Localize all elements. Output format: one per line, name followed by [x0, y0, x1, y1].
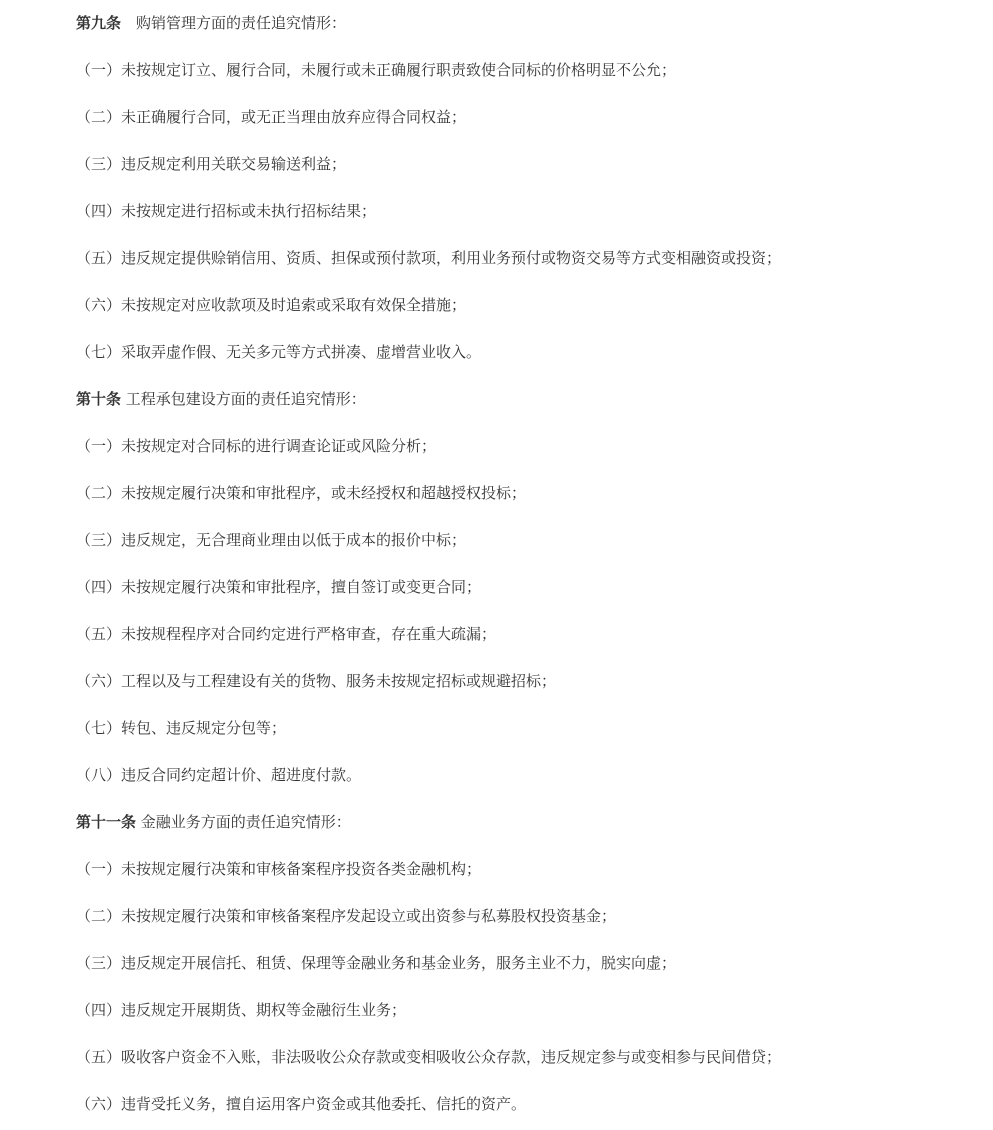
list-item: （三）违反规定开展信托、租赁、保理等金融业务和基金业务，服务主业不力，脱实向虚；: [76, 954, 677, 972]
list-item: （四）未按规定进行招标或未执行招标结果；: [76, 202, 377, 220]
article-title: 工程承包建设方面的责任追究情形：: [125, 390, 366, 408]
list-item: （六）未按规定对应收款项及时追索或采取有效保全措施；: [76, 296, 467, 314]
article-number: 第十一条: [76, 813, 137, 831]
list-item: （七）转包、违反规定分包等；: [76, 719, 287, 737]
article-title: 金融业务方面的责任追究情形：: [140, 813, 351, 831]
list-item: （五）违反规定提供赊销信用、资质、担保或预付款项，利用业务预付或物资交易等方式变相融资或投资；: [76, 249, 782, 267]
list-item: （八）违反合同约定超计价、超进度付款。: [76, 766, 362, 784]
list-item: （一）未按规定对合同标的进行调查论证或风险分析；: [76, 437, 437, 455]
list-item: （四）未按规定履行决策和审批程序，擅自签订或变更合同；: [76, 578, 482, 596]
article-number: 第十条: [76, 390, 122, 408]
list-item: （七）采取弄虚作假、无关多元等方式拼凑、虚增营业收入。: [76, 343, 482, 361]
list-item: （二）未正确履行合同，或无正当理由放弃应得合同权益；: [76, 108, 467, 126]
list-item: （四）违反规定开展期货、期权等金融衍生业务；: [76, 1001, 407, 1019]
list-item: （二）未按规定履行决策和审核备案程序发起设立或出资参与私募股权投资基金；: [76, 907, 617, 925]
list-item: （六）违背受托义务，擅自运用客户资金或其他委托、信托的资产。: [76, 1095, 527, 1113]
list-item: （三）违反规定，无合理商业理由以低于成本的报价中标；: [76, 531, 467, 549]
list-item: （五）未按规程程序对合同约定进行严格审查，存在重大疏漏；: [76, 625, 497, 643]
list-item: （一）未按规定履行决策和审核备案程序投资各类金融机构；: [76, 860, 482, 878]
article-gap: [121, 14, 136, 32]
list-item: （三）违反规定利用关联交易输送利益；: [76, 155, 347, 173]
list-item: （一）未按规定订立、履行合同，未履行或未正确履行职责致使合同标的价格明显不公允；: [76, 61, 677, 79]
article-heading-9: [76, 13, 346, 33]
article-heading-11: [76, 812, 351, 832]
list-item: （五）吸收客户资金不入账，非法吸收公众存款或变相吸收公众存款，违反规定参与或变相参与民间借贷；: [76, 1048, 782, 1066]
article-title: 购销管理方面的责任追究情形：: [136, 14, 347, 32]
article-number: 第九条: [76, 14, 122, 32]
list-item: （二）未按规定履行决策和审批程序，或未经授权和超越授权投标；: [76, 484, 527, 502]
list-item: （六）工程以及与工程建设有关的货物、服务未按规定招标或规避招标；: [76, 672, 557, 690]
article-heading-10: [76, 389, 366, 409]
